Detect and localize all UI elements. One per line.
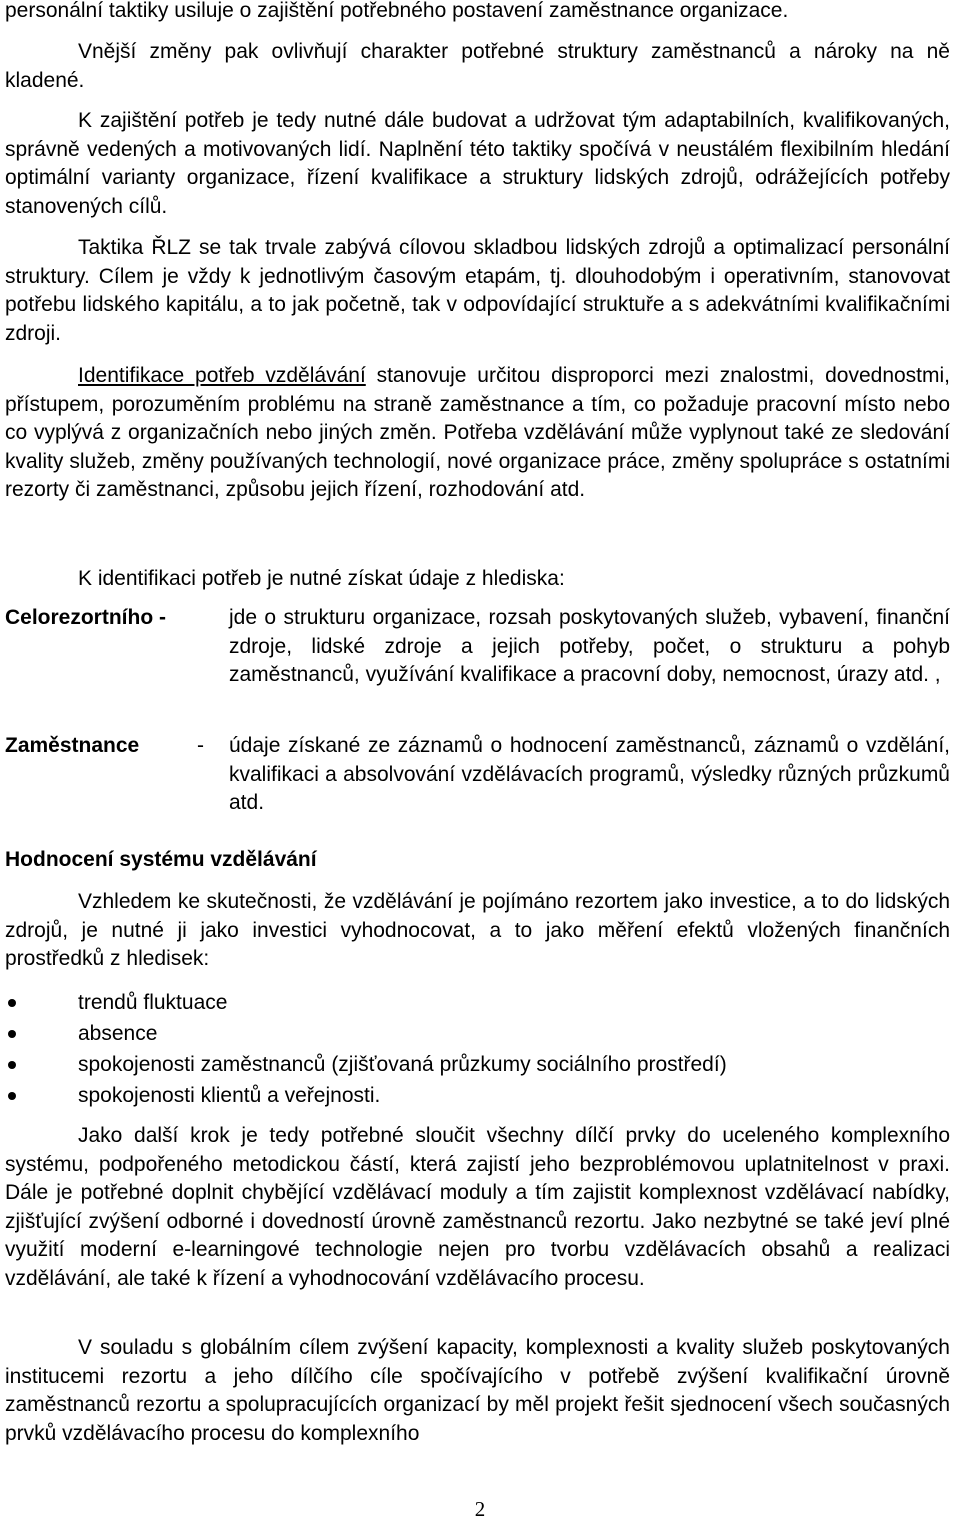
list-item: trendů fluktuace (5, 987, 950, 1018)
paragraph: Vzhledem ke skutečnosti, že vzdělávání je pojímáno rezortem jako investice, a to do lidských zdrojů, je nutné ji jako investici vyhodnocovat, a to jako měření efektů vložených finančních prostředků z hledisek: (5, 890, 950, 970)
paragraph: Jako další krok je tedy potřebné sloučit všechny dílčí prvky do uceleného komplexního systému, podpořeného metodickou částí, která zajistí jeho bezproblémovou uplatnitelnost v praxi. Dále je potřebné doplnit chybějící vzdělávací moduly a tím zajistit komplexnost vzdělávací nabídky, zjišťující zvýšení odborné i dovedností úrovně zaměstnanců rezortu. Jako nezbytné se také jeví plné využití moderní e-learningové technologie nejen pro tvorbu vzdělávacích obsahů a realizaci vzdělávání, ale také k řízení a vyhodnocování vzdělávacího procesu. (5, 1124, 950, 1290)
bullet-icon (8, 1061, 16, 1069)
underlined-term: Identifikace potřeb vzdělávání (78, 364, 366, 387)
paragraph: Taktika ŘLZ se tak trvale zabývá cílovou skladbou lidských zdrojů a optimalizací personální struktury. Cílem je vždy k jednotlivým časovým etapám, tj. dlouhodobým i operativním, stanovovat potřebu lidského kapitálu, a to jak početně, tak v odpovídající struktuře a s adekvátními kvalifikačními zdroji. (5, 236, 950, 345)
list-item: spokojenosti zaměstnanců (zjišťovaná průzkumy sociálního prostředí) (5, 1049, 950, 1080)
paragraph (5, 362, 950, 505)
bullet-icon (8, 1030, 16, 1038)
definition-term: Zaměstnance (5, 734, 140, 757)
paragraph: Vnější změny pak ovlivňují charakter potřebné struktury zaměstnanců a nároky na ně kladené. (5, 40, 950, 92)
paragraph: personální taktiky usiluje o zajištění potřebného postavení zaměstnance organizace. (5, 0, 789, 22)
bullet-list (5, 987, 950, 1111)
paragraph: V souladu s globálním cílem zvýšení kapacity, komplexnosti a kvality služeb poskytovaných institucemi rezortu a jeho dílčího cíle spočívajícího v potřebě zvýšení kvalifikační úrovně zaměstnanců rezortu a spolupracujících organizací by měl projekt řešit sjednocení všech současných prvků vzdělávacího procesu do komplexního (5, 1336, 950, 1445)
definition-item (5, 732, 950, 818)
definition-text: jde o strukturu organizace, rozsah poskytovaných služeb, vybavení, finanční zdroje, lidské zdroje a jejich potřeby, počet, o strukturu a pohyb zaměstnanců, využívání kvalifikace a pracovní doby, nemocnost, úrazy atd. , (229, 606, 950, 686)
paragraph: K identifikaci potřeb je nutné získat údaje z hlediska: (78, 567, 565, 590)
definition-item (5, 604, 950, 690)
definition-term: Celorezortního - (5, 606, 166, 629)
page-number: 2 (474, 1497, 486, 1521)
paragraph-text: stanovuje určitou disproporci mezi znalostmi, dovednostmi, přístupem, porozuměním problému na straně zaměstnance a tím, co požaduje pracovní místo nebo co vyplývá z organizačních nebo jiných změn. Potřeba vzdělávání může vyplynout také ze sledování kvality služeb, změny používaných technologií, nové organizace práce, změny spolupráce s ostatními rezorty či zaměstnanci, způsobu jejich řízení, rozhodování atd. (5, 364, 951, 501)
bullet-icon (8, 1092, 16, 1100)
definition-dash: - (197, 734, 204, 757)
definition-text: údaje získané ze záznamů o hodnocení zaměstnanců, záznamů o vzdělání, kvalifikaci a absolvování vzdělávacích programů, výsledky různých průzkumů atd. (229, 734, 950, 814)
section-heading: Hodnocení systému vzdělávání (5, 848, 317, 871)
paragraph: K zajištění potřeb je tedy nutné dále budovat a udržovat tým adaptabilních, kvalifikovaných, správně vedených a motivovaných lidí. Naplnění této taktiky spočívá v neustálém flexibilním hledání optimální varianty organizace, řízení kvalifikace a struktury lidských zdrojů, odrážejících potřeby stanovených cílů. (5, 109, 950, 218)
list-item: spokojenosti klientů a veřejnosti. (5, 1080, 950, 1111)
list-item: absence (5, 1018, 950, 1049)
bullet-icon (8, 999, 16, 1007)
